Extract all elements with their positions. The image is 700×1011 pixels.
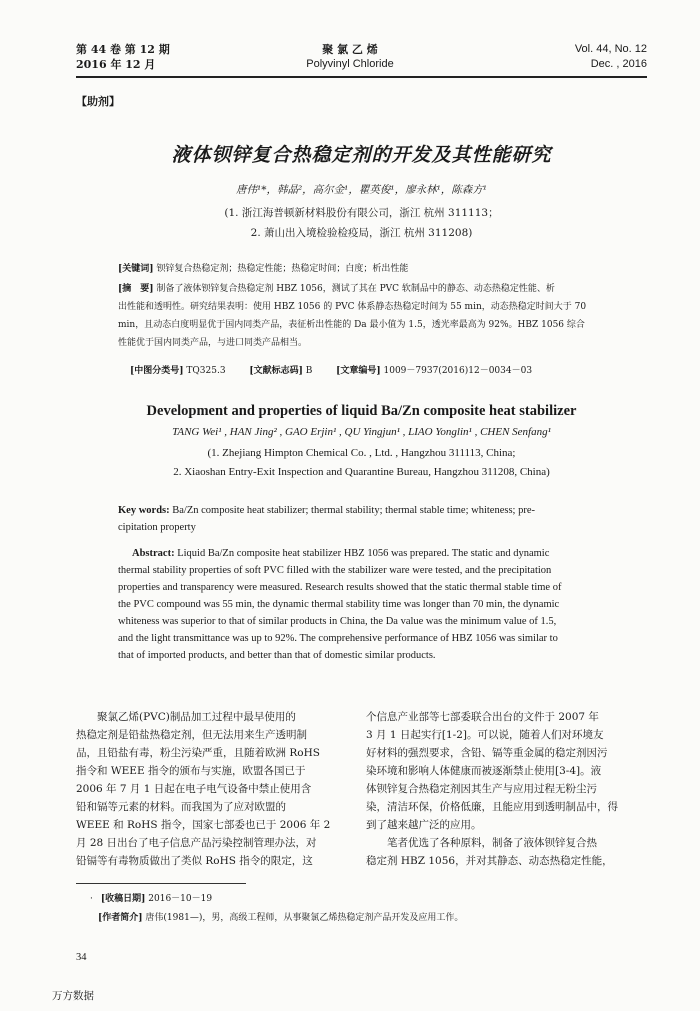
author-bio-value: 唐伟(1981—)，男，高级工程师，从事聚氯乙烯热稳定剂产品开发及应用工作。 <box>145 913 464 923</box>
affiliation-cn-1: (1. 浙江海普顿新材料股份有限公司，浙江 杭州 311113； <box>224 207 499 219</box>
body-line: 热稳定剂是铅盐热稳定剂，但无法用来生产透明制 <box>76 729 307 741</box>
abstract-en <box>118 545 653 664</box>
watermark-text: 万方数据 <box>52 990 94 1002</box>
body-line: 稳定剂 HBZ 1056，并对其静态、动态热稳定性能， <box>366 855 613 867</box>
body-line: 个信息产业部等七部委联合出台的文件于 2007 年 <box>366 711 599 723</box>
abstract-cn-line: 出性能和透明性。研究结果表明：使用 HBZ 1056 的 PVC 体系静态热稳定时间为 55 min，动态热稳定时间大于 70 <box>118 302 587 312</box>
classification <box>130 364 532 378</box>
keywords-cn-text: 钡锌复合热稳定剂；热稳定性能；热稳定时间；白度；析出性能 <box>156 264 409 274</box>
body-line: 铅镉等有毒物质做出了类似 RoHS 指令的限定，这 <box>76 855 313 867</box>
abstract-en-line: Liquid Ba/Zn composite heat stabilizer HBZ 1056 was prepared. The static and dynamic <box>177 548 550 559</box>
header-date-en: Dec. , 2016 <box>590 58 647 70</box>
abstract-en-line: that of imported products, and better than that of domestic similar products. <box>118 650 436 661</box>
abstract-en-line: properties and transparency were measured. Research results showed that the static thermal stable time of <box>118 582 562 593</box>
affiliation-en-2: 2. Xiaoshan Entry-Exit Inspection and Quarantine Bureau, Hangzhou 311208, China) <box>173 466 550 478</box>
affiliation-cn-2: 2. 萧山出入境检验检疫局，浙江 杭州 311208) <box>250 227 473 239</box>
body-line: 聚氯乙烯(PVC)制品加工过程中最早使用的 <box>76 711 296 723</box>
keywords-en <box>118 502 648 536</box>
header-volume-cn: 第 44 卷 第 12 期 <box>76 43 170 56</box>
clc-label: [中图分类号] <box>130 366 184 376</box>
body-line: 笔者优选了各种原料，制备了液体钡锌复合热 <box>366 837 597 849</box>
abstract-cn-line: min，且动态白度明显优于国内同类产品，表征析出性能的 Da 最小值为 1.5，透光率最高为 92%。HBZ 1056 综合 <box>118 320 585 330</box>
body-line: 2006 年 7 月 1 日起在电子电气设备中禁止使用含 <box>76 783 312 795</box>
body-column-right <box>366 708 646 870</box>
footnote-author <box>98 911 463 925</box>
doc-code-value: B <box>305 366 313 376</box>
article-number-value: 1009－7937(2016)12－0034－03 <box>383 366 533 376</box>
body-line: 体钡锌复合热稳定剂因其生产与应用过程无粉尘污 <box>366 783 597 795</box>
abstract-cn <box>118 282 638 350</box>
keywords-cn-label: [关键词] <box>118 264 154 274</box>
header-rule <box>76 76 647 78</box>
body-line: 好材料的强烈要求，含铅、镉等重金属的稳定剂因污 <box>366 747 608 759</box>
keywords-en-line: cipitation property <box>118 522 196 533</box>
body-line: 指令和 WEEE 指令的颁布与实施，欧盟各国已于 <box>76 765 306 777</box>
section-tag: 【助剂】 <box>76 95 120 108</box>
title-cn: 液体钡锌复合热稳定剂的开发及其性能研究 <box>171 144 552 166</box>
body-line: 3 月 1 日起实行[1-2]。可以说，随着人们对环境友 <box>366 729 604 741</box>
body-line: 铅和镉等元素的材料。而我国为了应对欧盟的 <box>76 801 286 813</box>
abstract-en-label: Abstract: <box>132 548 175 559</box>
abstract-cn-line: 制备了液体钡锌复合热稳定剂 HBZ 1056，测试了其在 PVC 软制品中的静态、动态热稳定性能、析 <box>156 284 555 294</box>
abstract-en-line: the PVC compound was 55 min, the dynamic thermal stability time was longer than 70 min, the dynamic <box>118 599 560 610</box>
header-date-cn: 2016 年 12 月 <box>76 58 156 71</box>
abstract-cn-label: [摘 要] <box>118 284 154 294</box>
body-column-left <box>76 708 354 870</box>
received-value: 2016－10－19 <box>148 894 213 904</box>
body-line: 品，且铅盐有毒，粉尘污染严重，且随着欧洲 RoHS <box>76 747 320 759</box>
article-number-label: [文章编号] <box>336 366 381 376</box>
body-line: 染环境和影响人体健康而被逐渐禁止使用[3-4]。液 <box>366 765 602 777</box>
body-line: 月 28 日出台了电子信息产品污染控制管理办法，对 <box>76 837 317 849</box>
clc-value: TQ325.3 <box>186 366 226 376</box>
authors-cn: 唐伟¹*，韩晶²，高尔金¹，瞿英俊¹，廖永林¹，陈森方¹ <box>235 184 487 196</box>
page-number: 34 <box>76 952 87 963</box>
received-label: [收稿日期] <box>100 894 146 904</box>
title-en: Development and properties of liquid Ba/Zn composite heat stabilizer <box>146 403 577 419</box>
keywords-cn <box>118 262 638 276</box>
body-line: WEEE 和 RoHS 指令，国家七部委也已于 2006 年 2 <box>76 819 331 831</box>
header-volume-en: Vol. 44, No. 12 <box>574 43 647 55</box>
body-line: 到了越来越广泛的应用。 <box>366 819 482 831</box>
author-bio-label: [作者简介] <box>98 913 143 923</box>
doc-code-label: [文献标志码] <box>249 366 303 376</box>
header-journal-cn: 聚 氯 乙 烯 <box>322 43 378 56</box>
header-journal-en: Polyvinyl Chloride <box>306 58 394 70</box>
authors-en: TANG Wei¹ , HAN Jing² , GAO Erjin¹ , QU Yingjun¹ , LIAO Yonglin¹ , CHEN Senfang¹ <box>172 426 551 438</box>
footnote-rule <box>76 883 246 884</box>
abstract-en-line: and the light transmittance was up to 92%. The comprehensive performance of HBZ 1056 was similar to <box>118 633 558 644</box>
abstract-en-line: whiteness was superior to that of similar products in China, the Da value was the minimum value of 1.5, <box>118 616 557 627</box>
keywords-en-line: Ba/Zn composite heat stabilizer; thermal stability; thermal stable time; whiteness; pre- <box>172 505 535 516</box>
abstract-cn-line: 性能优于国内同类产品，与进口同类产品相当。 <box>118 338 308 348</box>
abstract-en-line: thermal stability properties of soft PVC filled with the stabilizer ware were tested, and the precipitation <box>118 565 552 576</box>
keywords-en-label: Key words: <box>118 505 170 516</box>
affiliation-en-1: (1. Zhejiang Himpton Chemical Co. , Ltd. , Hangzhou 311113, China; <box>207 447 516 459</box>
footnote-received: · [收稿日期] 2016－10－19 <box>90 894 213 904</box>
body-line: 染，清洁环保，价格低廉，且能应用到透明制品中，得 <box>366 801 618 813</box>
